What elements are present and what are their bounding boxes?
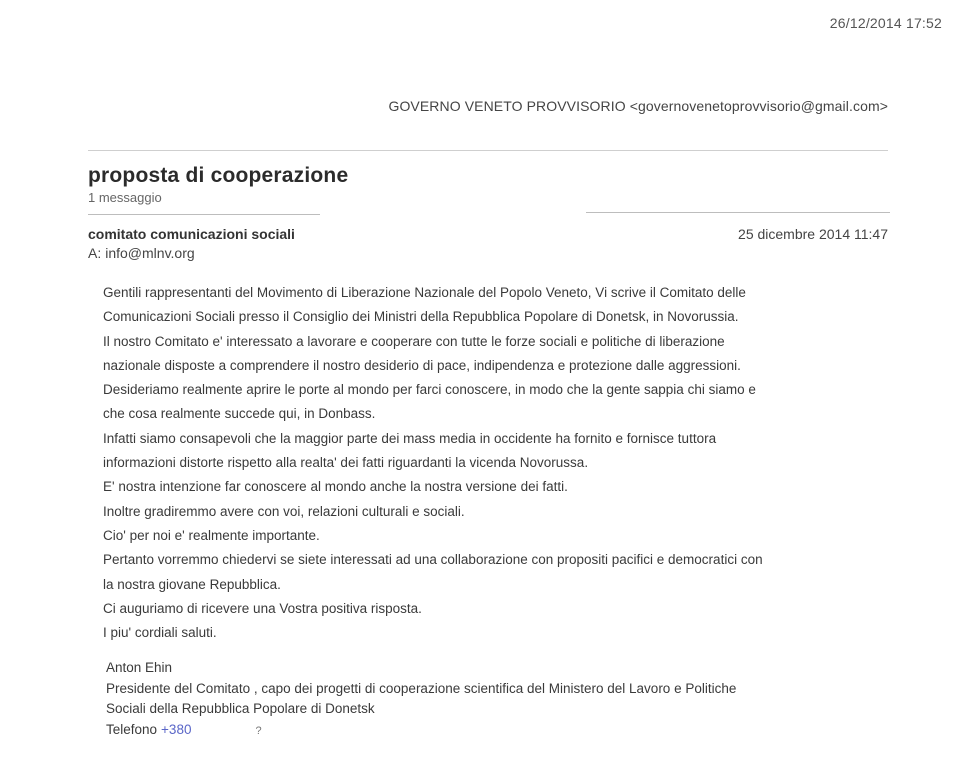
body-line: Gentili rappresentanti del Movimento di Liberazione Nazionale del Popolo Veneto, Vi scrive il Comitato delle [103, 285, 746, 300]
recipient-label: A: [88, 245, 102, 261]
message-recipient [88, 245, 195, 261]
phone-label: Telefono [106, 721, 158, 737]
print-timestamp: 26/12/2014 17:52 [829, 15, 942, 31]
body-line: Comunicazioni Sociali presso il Consiglio dei Ministri della Repubblica Popolare di Donetsk, in Novorussia. [103, 309, 739, 325]
message-sender: comitato comunicazioni sociali [88, 226, 295, 242]
signature-title-line: Presidente del Comitato , capo dei progetti di cooperazione scientifica del Ministero del Lavoro e Politiche [106, 680, 737, 696]
recipient-address[interactable]: info@mlnv.org [105, 245, 195, 261]
signature-phone [106, 720, 736, 742]
body-line: la nostra giovane Repubblica. [103, 576, 281, 592]
body-line: Pertanto vorremmo chiedervi se siete interessati ad una collaborazione con propositi pacifici e democratici con [103, 552, 763, 568]
body-line: Desideriamo realmente aprire le porte al mondo per farci conoscere, in modo che la gente sappia chi siamo e [103, 382, 756, 398]
body-line: Cio' per noi e' realmente importante. [103, 527, 320, 543]
body-line: Infatti siamo consapevoli che la maggior parte dei mass media in occidente ha fornito e fornisce tuttora [103, 430, 717, 446]
divider-right [586, 212, 890, 213]
signature-block [106, 658, 736, 741]
thread-subject: proposta di cooperazione [88, 164, 349, 187]
header-divider [88, 150, 888, 151]
message-date: 25 dicembre 2014 11:47 [738, 226, 888, 242]
body-line: nazionale disposte a comprendere il nostro desiderio di pace, indipendenza e protezione dalle aggressioni. [103, 357, 741, 373]
body-line: Ci auguriamo di ricevere una Vostra positiva risposta. [103, 600, 422, 616]
signature-title-line: Sociali della Repubblica Popolare di Donetsk [106, 701, 375, 716]
divider-left [88, 214, 320, 215]
body-line: I piu' cordiali saluti. [103, 625, 217, 641]
body-line: E' nostra intenzione far conoscere al mondo anche la nostra versione dei fatti. [103, 479, 568, 495]
body-line: Inoltre gradiremmo avere con voi, relazioni culturali e sociali. [103, 503, 465, 519]
message-body [103, 281, 903, 645]
body-line: Il nostro Comitato e' interessato a lavorare e cooperare con tutte le forze sociali e politiche di liberazione [103, 333, 725, 349]
message-count: 1 messaggio [88, 190, 162, 205]
signature-name: Anton Ehin [106, 660, 173, 675]
body-line: che cosa realmente succede qui, in Donbass. [103, 406, 376, 422]
account-header: GOVERNO VENETO PROVVISORIO <governovenetoprovvisorio@gmail.com> [388, 98, 888, 114]
stray-mark: ? [255, 724, 262, 737]
body-line: informazioni distorte rispetto alla realta' dei fatti riguardanti la vicenda Novorussa. [103, 455, 589, 471]
phone-number-link[interactable]: +380 [161, 721, 192, 737]
